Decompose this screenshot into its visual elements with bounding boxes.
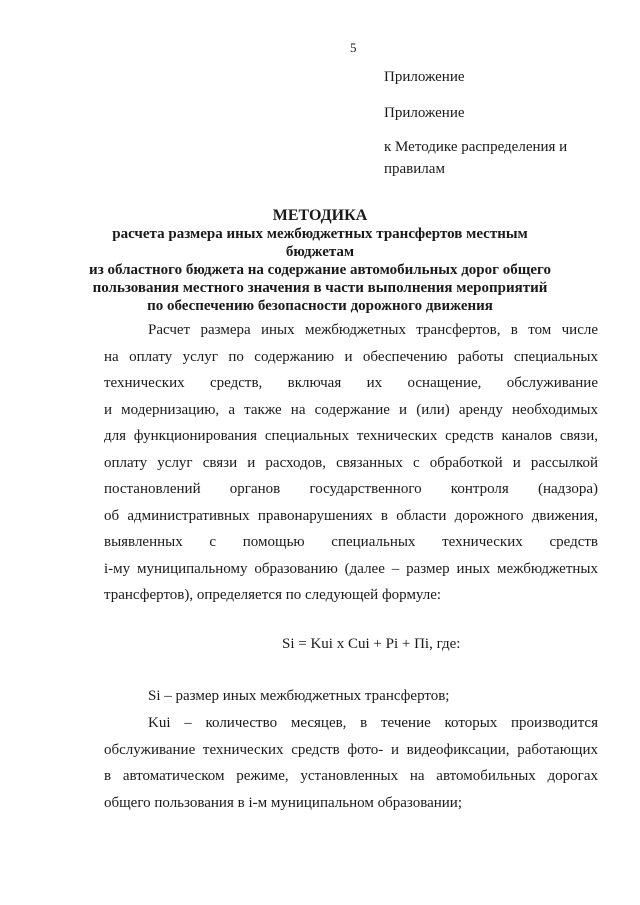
definition-line: обслуживание технических средств фото- и видеофиксации, работающих [104, 741, 598, 758]
definition-line: общего пользования в i-м муниципальном образовании; [104, 794, 462, 811]
appendix-reference-line-2: правилам [384, 161, 445, 177]
document-title [80, 207, 560, 315]
appendix-label-2: Приложение [384, 105, 465, 121]
paragraph-line: оплату услуг связи и расходов, связанных с обработкой и рассылкой [104, 454, 598, 471]
appendix-reference [384, 136, 614, 180]
paragraph-line: трансфертов), определяется по следующей формуле: [104, 587, 442, 603]
definition-line: в автоматическом режиме, установленных на автомобильных дорогах [104, 768, 598, 784]
appendix-reference-line-1: к Методике распределения и [384, 139, 568, 155]
paragraph-line: для функционирования специальных технических средств каналов связи, [104, 428, 598, 444]
formula: Si = Kui x Cui + Pi + Пi, где: [282, 636, 461, 652]
definition-si [104, 683, 598, 710]
title-heading: МЕТОДИКА [272, 207, 368, 224]
paragraph-line: постановлений органов государственного контроля (надзора) [104, 481, 598, 497]
paragraph-line: Расчет размера иных межбюджетных трансфертов, в том числе [148, 322, 598, 338]
title-line-4: по обеспечению безопасности дорожного движения [147, 298, 493, 314]
paragraph-line: и модернизацию, а также на содержание и (или) аренду необходимых [104, 401, 598, 418]
title-line-1: расчета размера иных межбюджетных трансфертов местным бюджетам [112, 226, 528, 260]
appendix-label-1: Приложение [384, 69, 465, 85]
paragraph-line: выявленных с помощью специальных технических средств [104, 534, 598, 550]
page-number: 5 [350, 40, 357, 55]
paragraph-line: i-му муниципальному образованию (далее – размер иных межбюджетных [104, 560, 598, 577]
paragraph-line: технических средств, включая их оснащение, обслуживание [104, 375, 598, 391]
definition-line: Si – размер иных межбюджетных трансфертов; [148, 688, 450, 704]
definition-line: Kui – количество месяцев, в течение которых производится [148, 715, 598, 731]
paragraph-line: на оплату услуг по содержанию и обеспечению работы специальных [104, 348, 598, 365]
definition-kui [104, 710, 598, 816]
title-line-2: из областного бюджета на содержание автомобильных дорог общего [89, 262, 551, 278]
paragraph-line: об административных правонарушениях в области дорожного движения, [104, 507, 598, 524]
title-line-3: пользования местного значения в части выполнения мероприятий [92, 280, 548, 296]
paragraph-calculation [104, 317, 598, 609]
